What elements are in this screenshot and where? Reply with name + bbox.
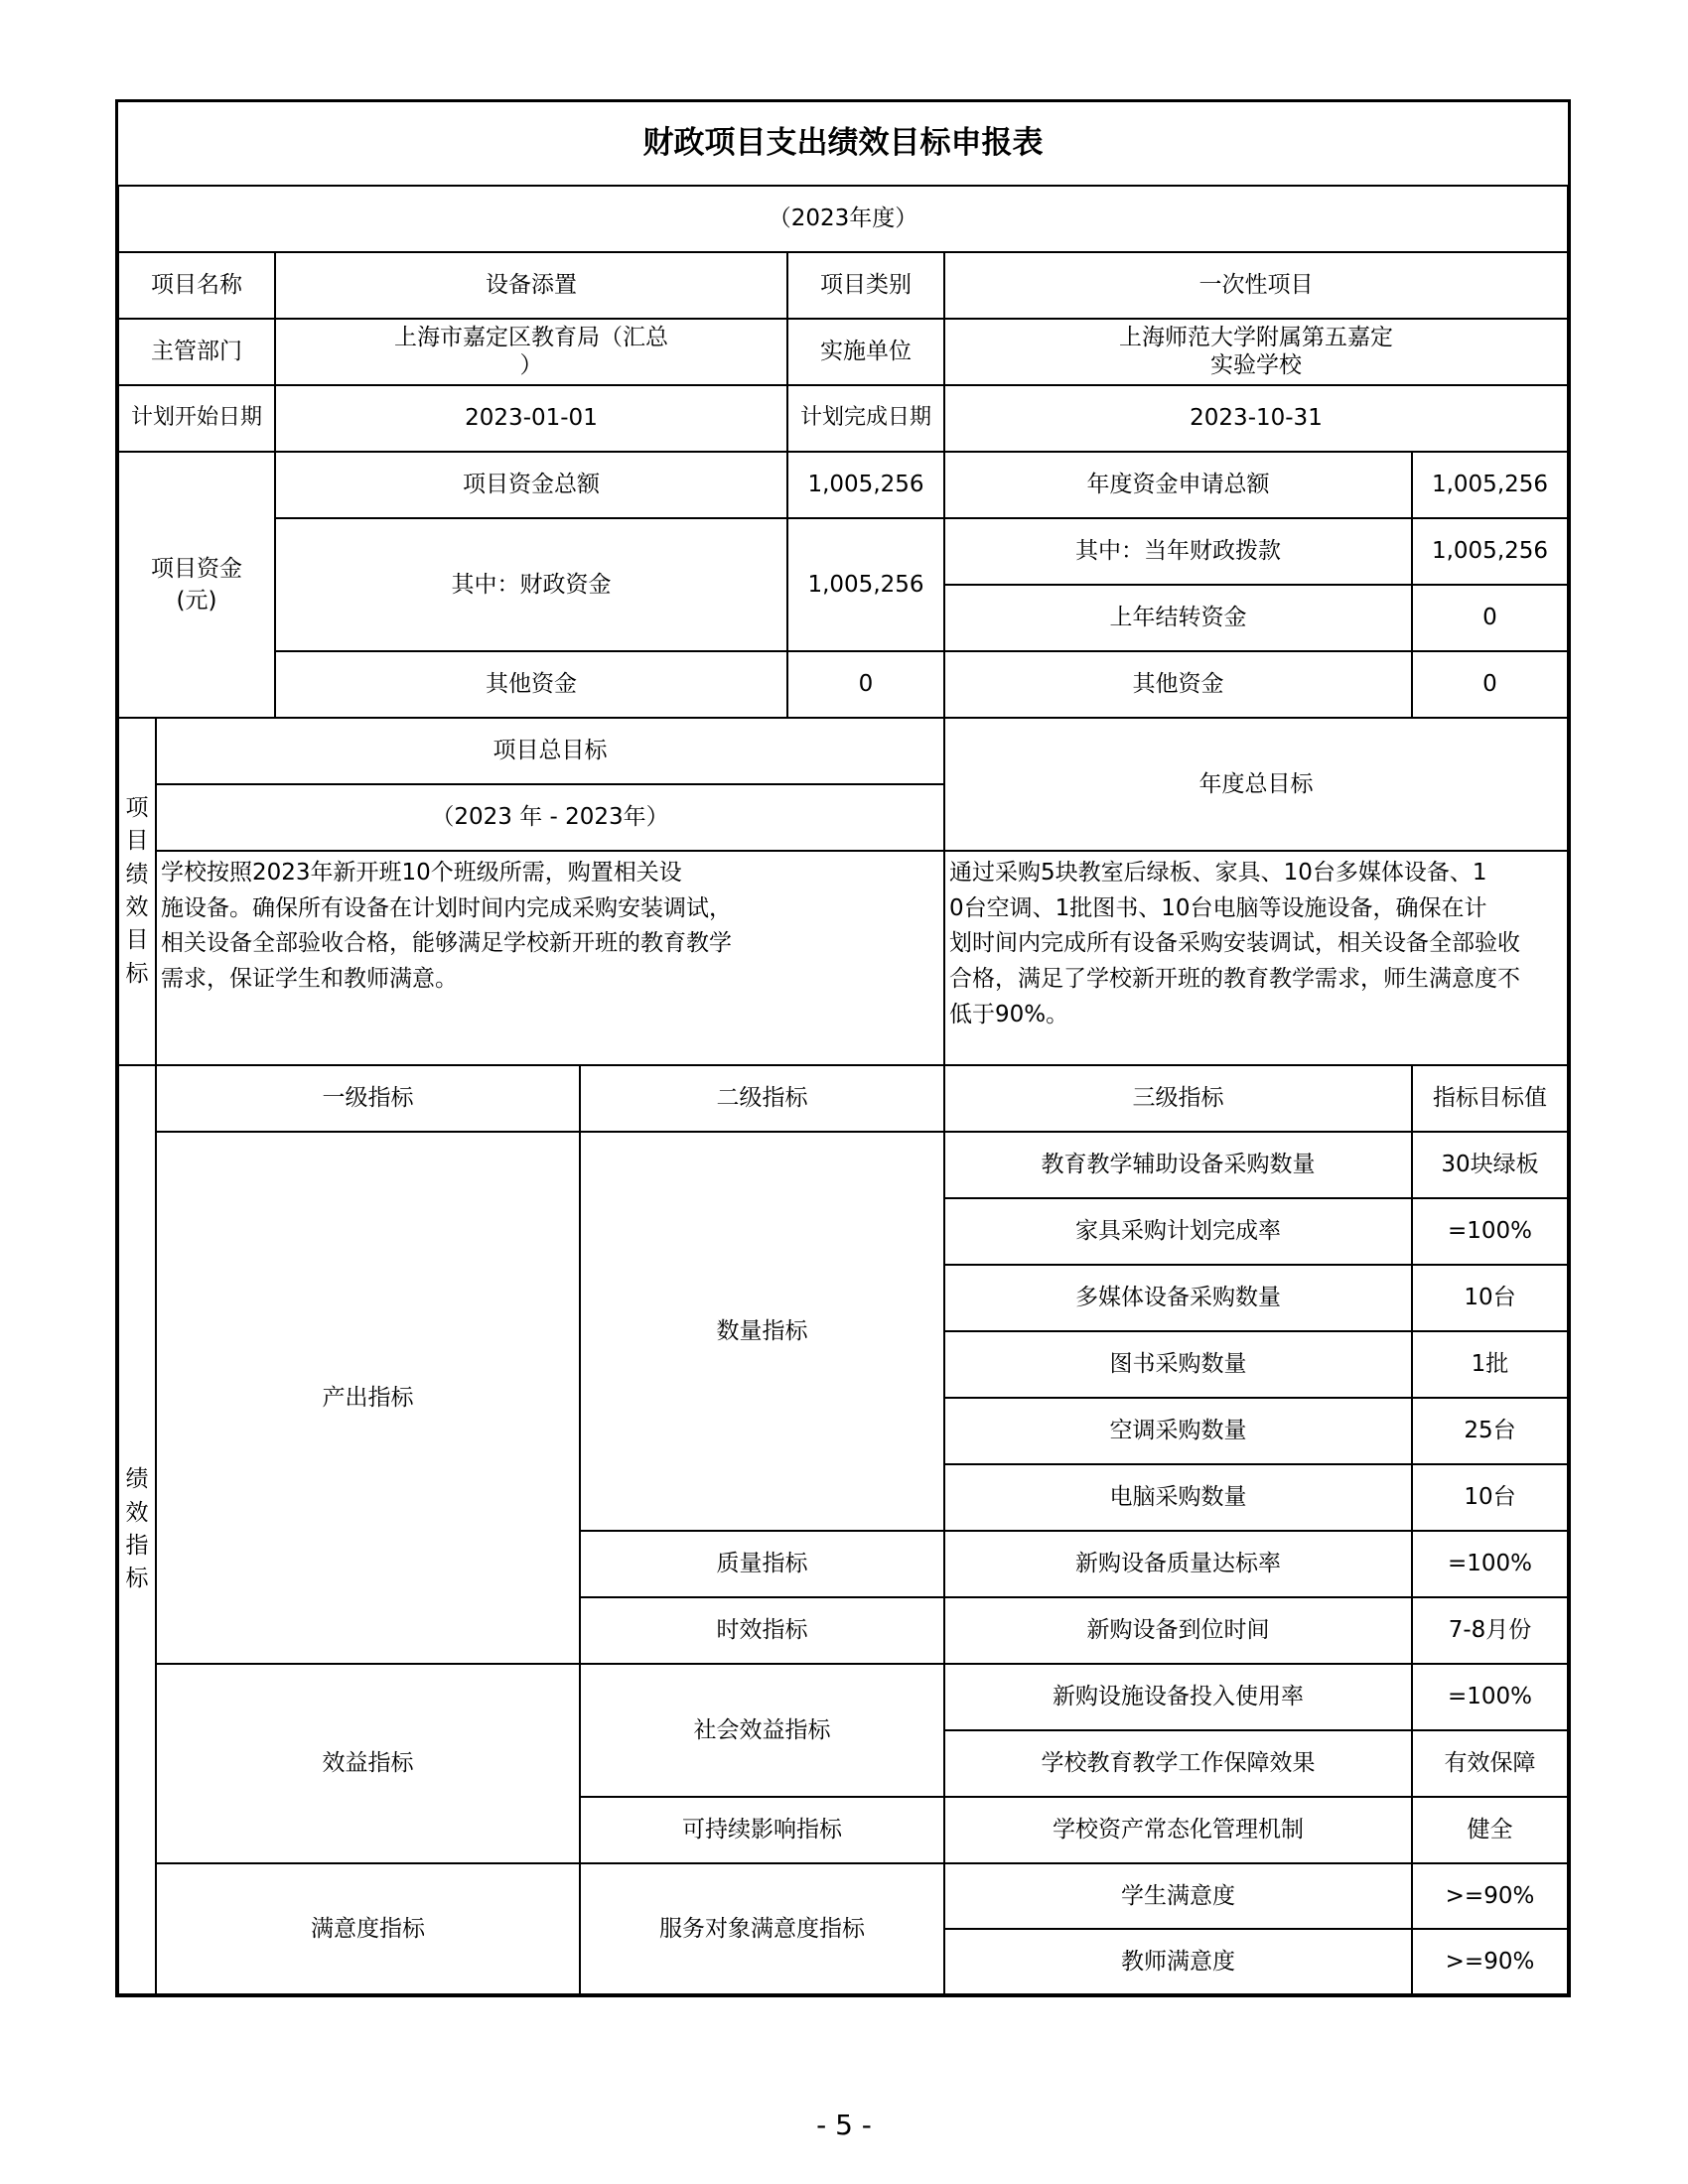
value-end-date: 2023-10-31	[944, 385, 1568, 452]
header-target: 指标目标值	[1412, 1065, 1568, 1132]
label-fiscal-funds: 其中：财政资金	[275, 518, 787, 651]
level3-target: 10台	[1412, 1464, 1568, 1531]
level2-quality: 质量指标	[580, 1531, 944, 1597]
level3-name: 学校教育教学工作保障效果	[944, 1730, 1412, 1797]
level3-target: 有效保障	[1412, 1730, 1568, 1797]
level3-name: 多媒体设备采购数量	[944, 1265, 1412, 1331]
level3-target: 30块绿板	[1412, 1132, 1568, 1198]
level3-name: 图书采购数量	[944, 1331, 1412, 1398]
level2-timeliness: 时效指标	[580, 1597, 944, 1664]
label-annual-total: 年度资金申请总额	[944, 452, 1412, 518]
overall-goal-text: 学校按照2023年新开班10个班级所需，购置相关设 施设备。确保所有设备在计划时间内完成采购安装调试， 相关设备全部验收合格，能够满足学校新开班的教育教学 需求，保证学生和教师满意。	[156, 851, 944, 1065]
label-department: 主管部门	[118, 319, 275, 385]
level1-satisfaction: 满意度指标	[156, 1863, 580, 1994]
value-implementer: 上海师范大学附属第五嘉定 实验学校	[944, 319, 1568, 385]
level3-target: =100%	[1412, 1198, 1568, 1265]
level2-sustainability: 可持续影响指标	[580, 1797, 944, 1863]
level3-target: 7-8月份	[1412, 1597, 1568, 1664]
level3-name: 教育教学辅助设备采购数量	[944, 1132, 1412, 1198]
level3-target: 1批	[1412, 1331, 1568, 1398]
level3-name: 学生满意度	[944, 1863, 1412, 1929]
level2-quantity: 数量指标	[580, 1132, 944, 1531]
level3-target: 健全	[1412, 1797, 1568, 1863]
value-start-date: 2023-01-01	[275, 385, 787, 452]
label-overall-goal: 项目总目标	[156, 718, 944, 784]
label-end-date: 计划完成日期	[787, 385, 944, 452]
label-other-funds-annual: 其他资金	[944, 651, 1412, 718]
level3-name: 新购设备到位时间	[944, 1597, 1412, 1664]
level3-target: 10台	[1412, 1265, 1568, 1331]
header-level3: 三级指标	[944, 1065, 1412, 1132]
level3-name: 新购设备质量达标率	[944, 1531, 1412, 1597]
label-other-funds: 其他资金	[275, 651, 787, 718]
page-number: - 5 -	[816, 2109, 872, 2141]
label-carryover-funds: 上年结转资金	[944, 585, 1412, 651]
goals-section-label: 项 目 绩 效 目 标	[118, 718, 156, 1065]
level3-name: 学校资产常态化管理机制	[944, 1797, 1412, 1863]
level3-target: >=90%	[1412, 1929, 1568, 1994]
level3-name: 家具采购计划完成率	[944, 1198, 1412, 1265]
level1-benefit: 效益指标	[156, 1664, 580, 1863]
level3-target: =100%	[1412, 1531, 1568, 1597]
value-department: 上海市嘉定区教育局（汇总 ）	[275, 319, 787, 385]
level1-output: 产出指标	[156, 1132, 580, 1664]
label-project-name: 项目名称	[118, 252, 275, 319]
form-year: （2023年度）	[118, 186, 1568, 252]
annual-goal-text: 通过采购5块教室后绿板、家具、10台多媒体设备、1 0台空调、1批图书、10台电脑等设施设备，确保在计 划时间内完成所有设备采购安装调试，相关设备全部验收 合格，满足了学校新开班的教育教学需求，师生满意度不 低于90%。	[944, 851, 1568, 1065]
performance-target-form	[115, 99, 1571, 1997]
label-total-funds: 项目资金总额	[275, 452, 787, 518]
value-carryover-funds: 0	[1412, 585, 1568, 651]
level3-name: 教师满意度	[944, 1929, 1412, 1994]
overall-goal-period: （2023 年 - 2023年）	[156, 784, 944, 851]
level3-target: 25台	[1412, 1398, 1568, 1464]
level3-name: 电脑采购数量	[944, 1464, 1412, 1531]
label-start-date: 计划开始日期	[118, 385, 275, 452]
value-project-name: 设备添置	[275, 252, 787, 319]
value-current-year-funds: 1,005,256	[1412, 518, 1568, 585]
value-other-funds: 0	[787, 651, 944, 718]
level2-service-satisfaction: 服务对象满意度指标	[580, 1863, 944, 1994]
label-annual-goal: 年度总目标	[944, 718, 1568, 851]
value-total-funds: 1,005,256	[787, 452, 944, 518]
level3-name: 新购设施设备投入使用率	[944, 1664, 1412, 1730]
level3-name: 空调采购数量	[944, 1398, 1412, 1464]
value-annual-total: 1,005,256	[1412, 452, 1568, 518]
label-funds: 项目资金 (元)	[118, 452, 275, 718]
value-fiscal-funds: 1,005,256	[787, 518, 944, 651]
level3-target: =100%	[1412, 1664, 1568, 1730]
level2-social-benefit: 社会效益指标	[580, 1664, 944, 1797]
level3-target: >=90%	[1412, 1863, 1568, 1929]
value-project-type: 一次性项目	[944, 252, 1568, 319]
value-other-funds-annual: 0	[1412, 651, 1568, 718]
label-implementer: 实施单位	[787, 319, 944, 385]
header-level1: 一级指标	[156, 1065, 580, 1132]
label-project-type: 项目类别	[787, 252, 944, 319]
header-level2: 二级指标	[580, 1065, 944, 1132]
form-title: 财政项目支出绩效目标申报表	[118, 102, 1568, 186]
metrics-section-label: 绩 效 指 标	[118, 1065, 156, 1994]
label-current-year-funds: 其中：当年财政拨款	[944, 518, 1412, 585]
